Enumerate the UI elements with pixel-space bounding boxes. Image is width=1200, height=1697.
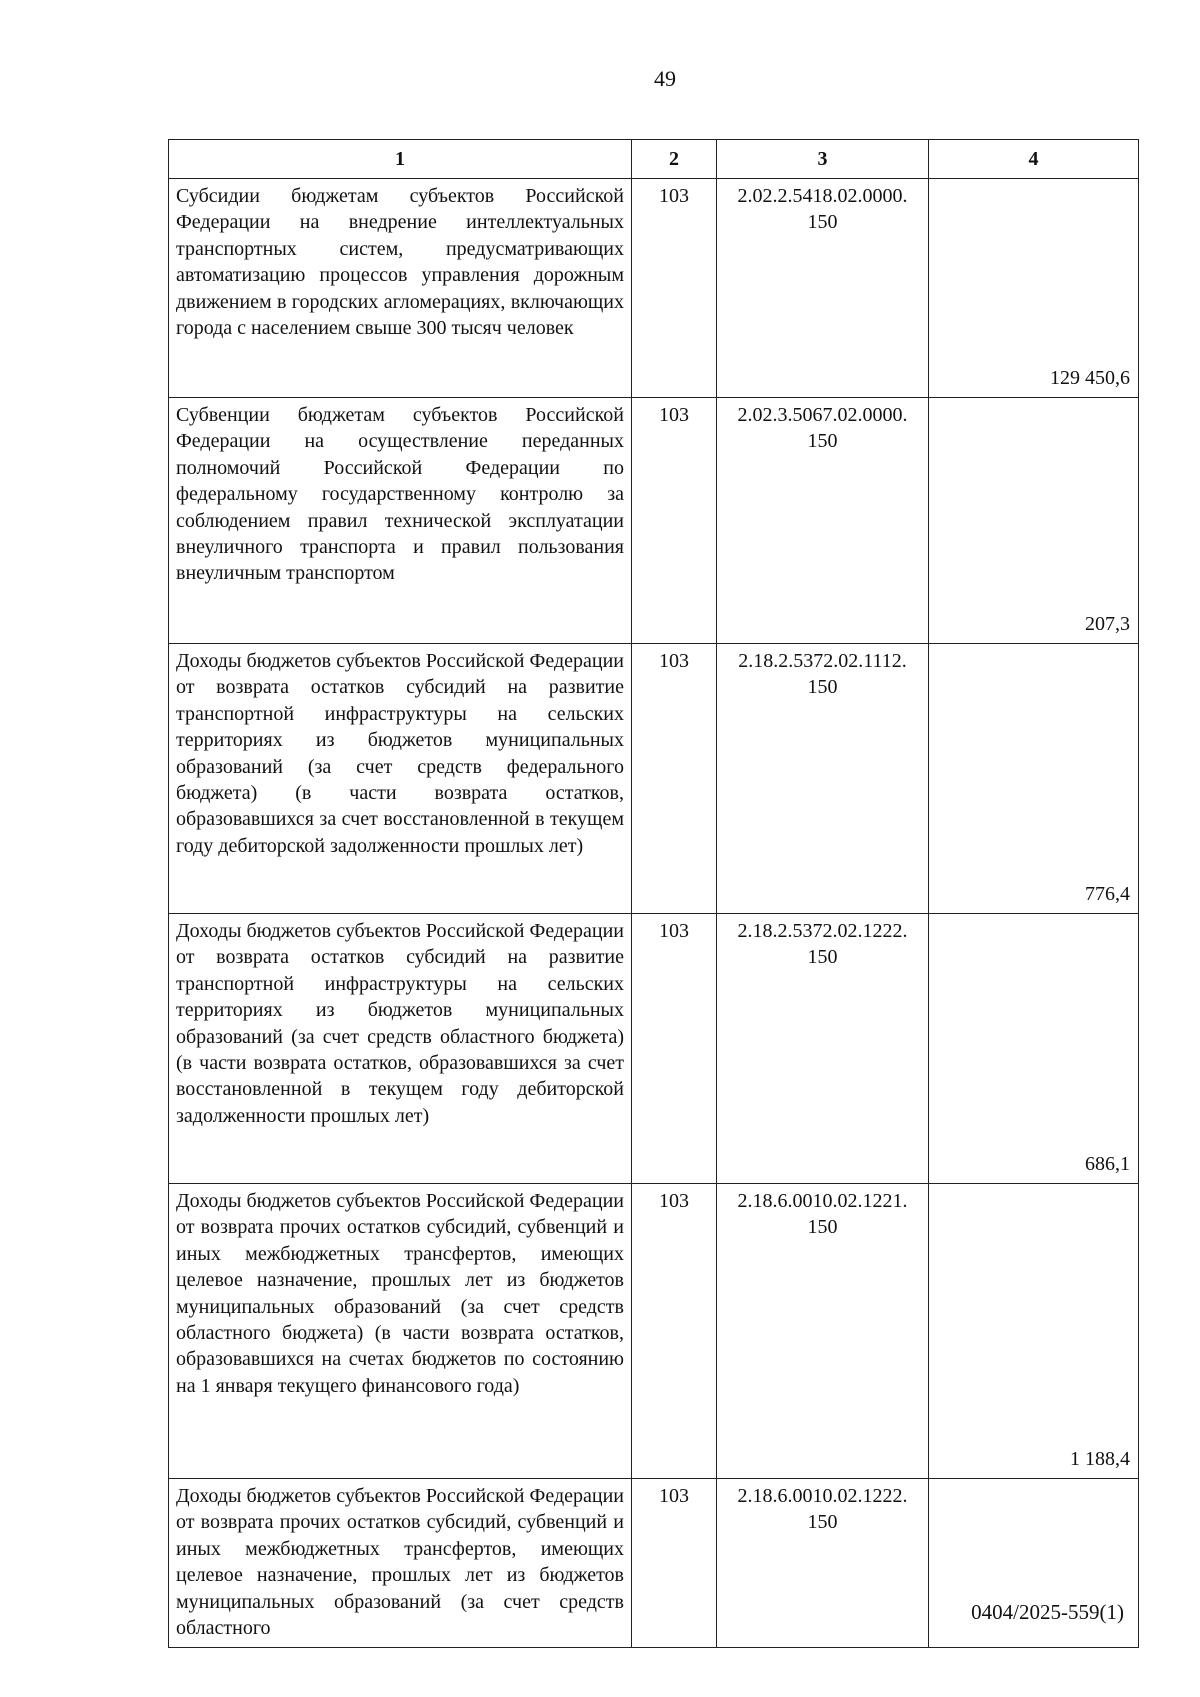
budget-code-cell: 2.18.2.5372.02.1222. 150 [717, 914, 929, 1184]
admin-code-cell: 103 [632, 1479, 717, 1648]
document-number: 0404/2025-559(1) [971, 1600, 1124, 1624]
budget-code-cell: 2.18.6.0010.02.1221. 150 [717, 1184, 929, 1479]
table-row [169, 1184, 1139, 1479]
admin-code-cell: 103 [632, 1184, 717, 1479]
admin-code-cell: 103 [632, 914, 717, 1184]
revenue-name-cell: Доходы бюджетов субъектов Российской Федерации от возврата остатков субсидий на развитие транспортной инфраструктуры на сельских территориях из бюджетов муниципальных образований (за счет средств областного бюджета) (в части возврата остатков, образовавшихся за счет восстановленной в текущем году дебиторской задолженности прошлых лет) [169, 914, 632, 1184]
budget-code-cell: 2.02.3.5067.02.0000. 150 [717, 398, 929, 644]
table-row [169, 179, 1139, 398]
revenue-name-cell: Субсидии бюджетам субъектов Российской Федерации на внедрение интеллектуальных транспортных систем, предусматривающих автоматизацию процессов управления дорожным движением в городских агломерациях, включающих города с населением свыше 300 тысяч человек [169, 179, 632, 398]
amount-cell: 686,1 [929, 914, 1139, 1184]
budget-code-cell: 2.18.2.5372.02.1112. 150 [717, 644, 929, 914]
budget-code-cell: 2.02.2.5418.02.0000. 150 [717, 179, 929, 398]
table-row [169, 914, 1139, 1184]
column-header-1: 1 [169, 140, 632, 179]
amount-cell: 129 450,6 [929, 179, 1139, 398]
admin-code-cell: 103 [632, 179, 717, 398]
column-header-4: 4 [929, 140, 1139, 179]
column-header-3: 3 [717, 140, 929, 179]
admin-code-cell: 103 [632, 398, 717, 644]
table-header-row [169, 140, 1139, 179]
revenue-name-cell: Субвенции бюджетам субъектов Российской Федерации на осуществление переданных полномочий Российской Федерации по федеральному государственному контролю за соблюдением правил технической эксплуатации внеуличного транспорта и правил пользования внеуличным транспортом [169, 398, 632, 644]
amount-cell: 776,4 [929, 644, 1139, 914]
admin-code-cell: 103 [632, 644, 717, 914]
revenue-name-cell: Доходы бюджетов субъектов Российской Федерации от возврата прочих остатков субсидий, субвенций и иных межбюджетных трансфертов, имеющих целевое назначение, прошлых лет из бюджетов муниципальных образований (за счет средств областного бюджета) (в части возврата остатков, образовавшихся на счетах бюджетов по состоянию на 1 января текущего финансового года) [169, 1184, 632, 1479]
page-number: 49 [654, 66, 676, 91]
table-row [169, 398, 1139, 644]
budget-code-cell: 2.18.6.0010.02.1222. 150 [717, 1479, 929, 1648]
column-header-2: 2 [632, 140, 717, 179]
amount-cell: 207,3 [929, 398, 1139, 644]
budget-revenue-table [168, 139, 1139, 1648]
revenue-name-cell: Доходы бюджетов субъектов Российской Федерации от возврата остатков субсидий на развитие транспортной инфраструктуры на сельских территориях из бюджетов муниципальных образований (за счет средств федерального бюджета) (в части возврата остатков, образовавшихся за счет восстановленной в текущем году дебиторской задолженности прошлых лет) [169, 644, 632, 914]
revenue-name-cell: Доходы бюджетов субъектов Российской Федерации от возврата прочих остатков субсидий, субвенций и иных межбюджетных трансфертов, имеющих целевое назначение, прошлых лет из бюджетов муниципальных образований (за счет средств областного [169, 1479, 632, 1648]
amount-cell: 1 188,4 [929, 1184, 1139, 1479]
table-row [169, 644, 1139, 914]
